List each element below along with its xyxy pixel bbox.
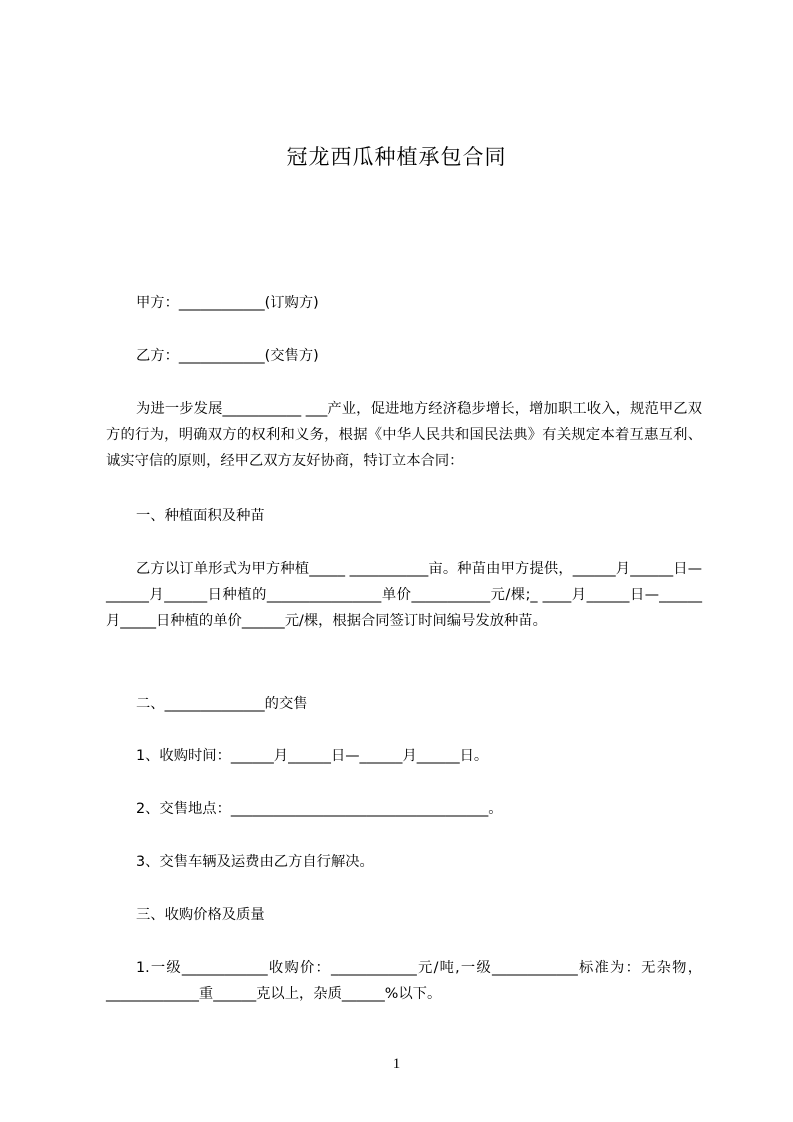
section-2-item-3: 3、交售车辆及运费由乙方自行解决。 <box>136 854 374 870</box>
preamble-paragraph: 为进一步发展___________ ___产业，促进地方经济稳步增长，增加职工收入，规范甲乙双方的行为，明确双方的权利和义务，根据《中华人民共和国民法典》有关规定本着互惠互利、诚实守信的原则，经甲乙双方友好协商，特订立本合同： <box>106 401 702 469</box>
section-3-body: 1.一级____________收购价：____________元/吨,一级____________标准为：无杂物，_____________重______克以上，杂质______%以下。 <box>106 960 702 1002</box>
section-3-heading: 三、收购价格及质量 <box>136 907 265 923</box>
page-number: 1 <box>392 1056 401 1072</box>
party-b-line: 乙方：____________(交售方) <box>136 348 319 364</box>
party-a-line: 甲方：____________(订购方) <box>136 295 319 311</box>
section-1-body: 乙方以订单形式为甲方种植_____ ___________亩。种苗由甲方提供，______月______日—______月______日种植的________________单价___________元/棵;_ ____月______日—______月_____日种植的单价______元/棵，根据合同签订时间编号发放种苗。 <box>106 561 702 629</box>
section-2-item-2: 2、交售地点：____________________________________。 <box>136 801 503 817</box>
section-1-heading: 一、种植面积及种苗 <box>136 508 265 524</box>
section-2-item-1: 1、收购时间：______月______日—______月______日。 <box>136 748 489 764</box>
document-title: 冠龙西瓜种植承包合同 <box>286 145 507 169</box>
section-2-heading: 二、______________的交售 <box>136 696 308 712</box>
